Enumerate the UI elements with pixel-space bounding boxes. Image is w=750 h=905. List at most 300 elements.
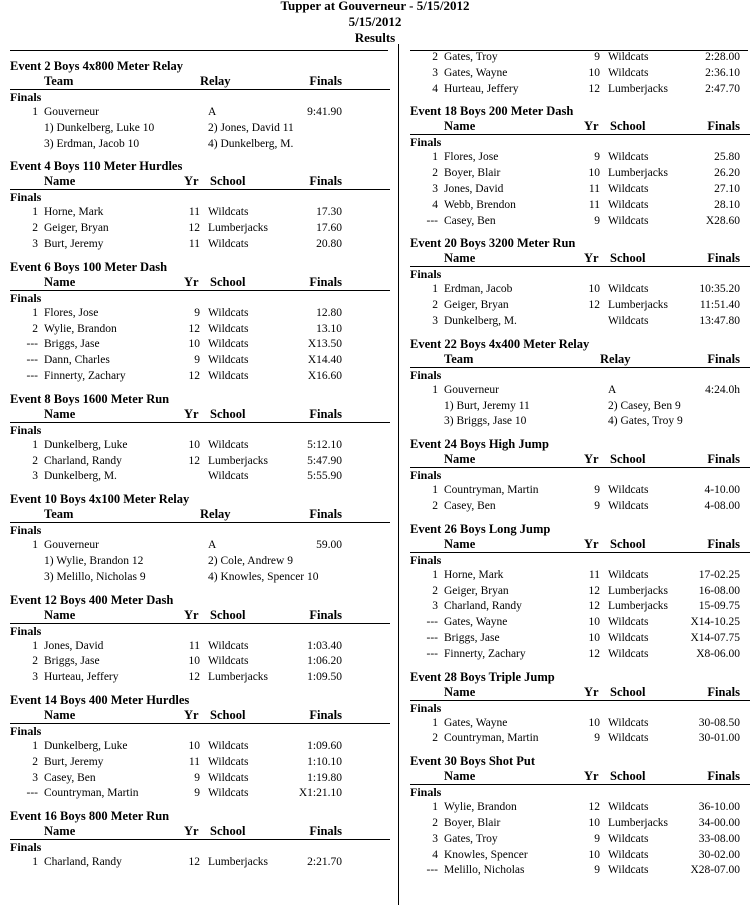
mark: X14-07.75 bbox=[690, 631, 740, 644]
year: 12 bbox=[188, 454, 200, 467]
place: --- bbox=[26, 354, 38, 367]
athlete-name: Countryman, Martin bbox=[44, 787, 139, 800]
event-continuation bbox=[410, 50, 750, 97]
year: 9 bbox=[594, 151, 600, 164]
column-header bbox=[410, 769, 750, 785]
mark: 30-08.50 bbox=[698, 716, 740, 729]
relay-member: 1) Burt, Jeremy 11 bbox=[444, 399, 530, 412]
place: 1 bbox=[432, 716, 438, 729]
result-row bbox=[410, 298, 750, 314]
header-yr: Yr bbox=[584, 119, 599, 134]
athlete-name: Gates, Troy bbox=[444, 832, 498, 845]
athlete-name: Briggs, Jase bbox=[444, 631, 500, 644]
mark: 4-08.00 bbox=[704, 499, 740, 512]
event-title: Event 20 Boys 3200 Meter Run bbox=[410, 236, 576, 251]
mark: 11:51.40 bbox=[699, 299, 740, 312]
mark: 1:03.40 bbox=[307, 639, 342, 652]
athlete-name: Briggs, Jase bbox=[44, 655, 100, 668]
school: Lumberjacks bbox=[608, 600, 669, 613]
event-title: Event 12 Boys 400 Meter Dash bbox=[10, 592, 174, 607]
column-header bbox=[10, 275, 390, 291]
right-column bbox=[410, 50, 750, 885]
athlete-name: Geiger, Bryan bbox=[44, 222, 109, 235]
mark: 1:10.10 bbox=[307, 755, 342, 768]
relay-letter: A bbox=[608, 383, 617, 396]
athlete-name: Countryman, Martin bbox=[444, 484, 539, 497]
place: 1 bbox=[32, 106, 38, 118]
relay-member: 3) Briggs, Jase 10 bbox=[444, 415, 527, 428]
place: 1 bbox=[432, 383, 438, 396]
year: 10 bbox=[588, 66, 600, 79]
place: 1 bbox=[32, 739, 38, 752]
school: Wildcats bbox=[208, 237, 249, 250]
mark: 5:47.90 bbox=[307, 454, 342, 467]
year: 11 bbox=[188, 206, 200, 219]
column-header bbox=[10, 74, 390, 90]
mark: 10:35.20 bbox=[699, 283, 740, 296]
header-finals: Finals bbox=[707, 119, 740, 134]
header-yr: Yr bbox=[584, 452, 599, 467]
result-row bbox=[10, 438, 390, 454]
result-row bbox=[410, 483, 750, 499]
result-row bbox=[10, 855, 390, 871]
year: 9 bbox=[594, 732, 600, 745]
mark: 2:47.70 bbox=[705, 82, 740, 95]
finals-label: Finals bbox=[10, 623, 42, 638]
year: 9 bbox=[594, 864, 600, 877]
school: Lumberjacks bbox=[608, 82, 669, 95]
school: Lumberjacks bbox=[608, 299, 669, 312]
year: 9 bbox=[194, 771, 200, 784]
relay-letter: A bbox=[208, 539, 217, 552]
athlete-name: Boyer, Blair bbox=[444, 816, 501, 829]
athlete-name: Horne, Mark bbox=[444, 568, 504, 581]
place: 1 bbox=[432, 568, 438, 581]
mark: 13.10 bbox=[316, 322, 342, 335]
place: 4 bbox=[432, 82, 438, 95]
mark: X1:21.10 bbox=[298, 787, 342, 800]
mark: 12.80 bbox=[316, 306, 342, 319]
relay-members bbox=[10, 137, 390, 153]
result-row bbox=[410, 848, 750, 864]
school: Wildcats bbox=[208, 306, 249, 319]
header-finals: Finals bbox=[309, 274, 342, 289]
meet-date: 5/15/2012 bbox=[348, 14, 402, 29]
header-relay: Relay bbox=[200, 74, 231, 88]
mark: X14-10.25 bbox=[690, 616, 740, 629]
result-row bbox=[410, 647, 750, 663]
relay-member: 1) Dunkelberg, Luke 10 bbox=[44, 121, 155, 134]
place: --- bbox=[426, 647, 438, 660]
mark: 27.10 bbox=[714, 182, 740, 195]
school: Wildcats bbox=[608, 214, 649, 227]
result-row bbox=[410, 150, 750, 166]
result-row bbox=[410, 198, 750, 214]
place: 2 bbox=[32, 755, 38, 768]
mark: 17.60 bbox=[316, 222, 342, 235]
event-block bbox=[10, 158, 390, 252]
header-team: Team bbox=[44, 507, 74, 522]
event-title: Event 16 Boys 800 Meter Run bbox=[10, 809, 170, 824]
header-finals: Finals bbox=[309, 607, 342, 622]
header-school: School bbox=[610, 684, 646, 699]
column-header bbox=[10, 507, 390, 523]
athlete-name: Dunkelberg, M. bbox=[444, 314, 517, 327]
header-name: Name bbox=[444, 536, 476, 551]
result-row bbox=[410, 50, 750, 66]
year: 12 bbox=[588, 299, 600, 312]
year: 9 bbox=[594, 832, 600, 845]
school: Wildcats bbox=[208, 771, 249, 784]
event-block bbox=[10, 808, 390, 871]
event-block bbox=[410, 669, 750, 748]
header-finals: Finals bbox=[707, 351, 740, 366]
athlete-name: Geiger, Bryan bbox=[444, 299, 509, 312]
school: Lumberjacks bbox=[608, 816, 669, 829]
athlete-name: Webb, Brendon bbox=[444, 198, 516, 211]
result-row bbox=[10, 322, 390, 338]
column-header bbox=[10, 824, 390, 840]
relay-member: 3) Melillo, Nicholas 9 bbox=[44, 570, 146, 583]
athlete-name: Finnerty, Zachary bbox=[44, 369, 126, 382]
event-title: Event 22 Boys 4x400 Meter Relay bbox=[410, 336, 590, 351]
athlete-name: Boyer, Blair bbox=[444, 167, 501, 180]
mark: X16.60 bbox=[307, 369, 342, 382]
school: Wildcats bbox=[608, 801, 649, 814]
header-team: Team bbox=[44, 74, 74, 88]
year: 9 bbox=[594, 51, 600, 63]
school: Wildcats bbox=[208, 755, 249, 768]
athlete-name: Casey, Ben bbox=[44, 771, 96, 784]
athlete-name: Briggs, Jase bbox=[44, 338, 100, 351]
event-block bbox=[10, 259, 390, 385]
header-yr: Yr bbox=[184, 824, 199, 839]
place: 2 bbox=[432, 167, 438, 180]
relay-members bbox=[10, 121, 390, 137]
place: --- bbox=[426, 631, 438, 644]
relay-member: 2) Cole, Andrew 9 bbox=[208, 554, 293, 567]
header-finals: Finals bbox=[707, 251, 740, 266]
mark: 4-10.00 bbox=[704, 484, 740, 497]
place: 1 bbox=[32, 306, 38, 319]
header-finals: Finals bbox=[309, 74, 342, 88]
column-header bbox=[410, 537, 750, 553]
place: 2 bbox=[432, 499, 438, 512]
mark: 2:28.00 bbox=[705, 51, 740, 63]
mark: 26.20 bbox=[714, 167, 740, 180]
place: 3 bbox=[432, 182, 438, 195]
athlete-name: Flores, Jose bbox=[44, 306, 99, 319]
year: 11 bbox=[588, 198, 600, 211]
place: 1 bbox=[432, 484, 438, 497]
school: Wildcats bbox=[608, 616, 649, 629]
year: 11 bbox=[188, 237, 200, 250]
event-block bbox=[10, 692, 390, 802]
header-yr: Yr bbox=[584, 684, 599, 699]
event-block bbox=[10, 391, 390, 485]
header-finals: Finals bbox=[707, 769, 740, 784]
relay-members bbox=[410, 399, 750, 415]
place: 1 bbox=[432, 801, 438, 814]
place: 3 bbox=[32, 671, 38, 684]
place: 1 bbox=[32, 639, 38, 652]
result-row bbox=[410, 816, 750, 832]
school: Wildcats bbox=[208, 322, 249, 335]
athlete-name: Hurteau, Jeffery bbox=[44, 671, 119, 684]
finals-label: Finals bbox=[410, 785, 442, 800]
header-finals: Finals bbox=[707, 684, 740, 699]
school: Wildcats bbox=[208, 206, 249, 219]
athlete-name: Wylie, Brandon bbox=[44, 322, 117, 335]
event-title: Event 10 Boys 4x100 Meter Relay bbox=[10, 492, 190, 507]
place: 2 bbox=[432, 584, 438, 597]
year: 12 bbox=[588, 584, 600, 597]
year: 10 bbox=[588, 816, 600, 829]
mark: 15-09.75 bbox=[698, 600, 740, 613]
school: Lumberjacks bbox=[608, 167, 669, 180]
result-row bbox=[410, 568, 750, 584]
relay-member: 1) Wylie, Brandon 12 bbox=[44, 554, 144, 567]
finals-label: Finals bbox=[10, 840, 42, 855]
event-title: Event 26 Boys Long Jump bbox=[410, 521, 551, 536]
mark: X8-06.00 bbox=[696, 647, 740, 660]
school: Wildcats bbox=[208, 354, 249, 367]
athlete-name: Charland, Randy bbox=[44, 454, 122, 467]
header-finals: Finals bbox=[309, 707, 342, 722]
school: Wildcats bbox=[208, 639, 249, 652]
event-title: Event 30 Boys Shot Put bbox=[410, 754, 536, 769]
header-name: Name bbox=[44, 406, 76, 421]
finals-label: Finals bbox=[410, 367, 442, 382]
finals-label: Finals bbox=[10, 190, 42, 205]
result-row bbox=[10, 786, 390, 802]
result-row bbox=[410, 716, 750, 732]
athlete-name: Gates, Wayne bbox=[444, 66, 508, 79]
finals-label: Finals bbox=[410, 135, 442, 150]
result-row bbox=[10, 469, 390, 485]
header-school: School bbox=[210, 707, 246, 722]
mark: 16-08.00 bbox=[698, 584, 740, 597]
event-block bbox=[10, 58, 390, 152]
event-title: Event 8 Boys 1600 Meter Run bbox=[10, 391, 170, 406]
athlete-name: Melillo, Nicholas bbox=[444, 864, 525, 877]
event-block bbox=[410, 521, 750, 663]
header-name: Name bbox=[444, 452, 476, 467]
school: Wildcats bbox=[608, 732, 649, 745]
event-title: Event 24 Boys High Jump bbox=[410, 437, 549, 452]
place: 3 bbox=[432, 314, 438, 327]
result-row bbox=[410, 66, 750, 82]
mark: X28.60 bbox=[705, 214, 740, 227]
mark: 1:09.60 bbox=[307, 739, 342, 752]
school: Wildcats bbox=[608, 66, 649, 79]
year: 12 bbox=[588, 600, 600, 613]
athlete-name: Dann, Charles bbox=[44, 354, 110, 367]
school: Wildcats bbox=[608, 283, 649, 296]
relay-member: 2) Casey, Ben 9 bbox=[608, 399, 681, 412]
school: Wildcats bbox=[608, 631, 649, 644]
year: 11 bbox=[188, 639, 200, 652]
header-yr: Yr bbox=[584, 769, 599, 784]
place: --- bbox=[26, 787, 38, 800]
mark: 33-08.00 bbox=[698, 832, 740, 845]
school: Wildcats bbox=[208, 438, 249, 451]
year: 9 bbox=[594, 484, 600, 497]
header-finals: Finals bbox=[707, 452, 740, 467]
mark: 28.10 bbox=[714, 198, 740, 211]
school: Wildcats bbox=[608, 484, 649, 497]
place: 2 bbox=[432, 299, 438, 312]
header-relay: Relay bbox=[200, 507, 231, 522]
finals-label: Finals bbox=[10, 723, 42, 738]
top-rule-left bbox=[10, 50, 388, 51]
year: 9 bbox=[594, 214, 600, 227]
place: 3 bbox=[432, 600, 438, 613]
mark: 5:55.90 bbox=[307, 470, 342, 483]
relay-member: 4) Dunkelberg, M. bbox=[208, 137, 294, 150]
result-row bbox=[10, 654, 390, 670]
header-name: Name bbox=[444, 769, 476, 784]
column-header bbox=[10, 608, 390, 624]
team-name: Gouverneur bbox=[444, 383, 499, 396]
mark: 2:21.70 bbox=[307, 856, 342, 869]
year: 10 bbox=[588, 716, 600, 729]
year: 12 bbox=[188, 222, 200, 235]
place: --- bbox=[426, 214, 438, 227]
event-block bbox=[410, 753, 750, 879]
header-name: Name bbox=[44, 607, 76, 622]
place: 2 bbox=[432, 51, 438, 63]
result-row bbox=[10, 353, 390, 369]
header-name: Name bbox=[444, 684, 476, 699]
athlete-name: Wylie, Brandon bbox=[444, 801, 517, 814]
header-school: School bbox=[610, 452, 646, 467]
mark: X28-07.00 bbox=[690, 864, 740, 877]
event-block bbox=[10, 491, 390, 585]
header-name: Name bbox=[44, 707, 76, 722]
header-school: School bbox=[210, 274, 246, 289]
header-yr: Yr bbox=[184, 274, 199, 289]
athlete-name: Dunkelberg, Luke bbox=[44, 438, 128, 451]
event-title: Event 28 Boys Triple Jump bbox=[410, 669, 555, 684]
finals-label: Finals bbox=[410, 552, 442, 567]
mark: 20.80 bbox=[316, 237, 342, 250]
mark: 17.30 bbox=[316, 206, 342, 219]
mark: 2:36.10 bbox=[705, 66, 740, 79]
header-school: School bbox=[210, 824, 246, 839]
result-row bbox=[410, 214, 750, 230]
mark: 17-02.25 bbox=[698, 568, 740, 581]
header-team: Team bbox=[444, 351, 474, 366]
column-header bbox=[10, 174, 390, 190]
header-yr: Yr bbox=[184, 707, 199, 722]
year: 12 bbox=[588, 801, 600, 814]
mark: 30-02.00 bbox=[698, 848, 740, 861]
relay-member: 4) Gates, Troy 9 bbox=[608, 415, 683, 428]
athlete-name: Jones, David bbox=[44, 639, 104, 652]
column-divider bbox=[398, 44, 399, 905]
header-school: School bbox=[610, 251, 646, 266]
header-name: Name bbox=[444, 251, 476, 266]
year: 10 bbox=[188, 438, 200, 451]
place: --- bbox=[426, 616, 438, 629]
header-relay: Relay bbox=[600, 351, 631, 366]
place: 3 bbox=[32, 771, 38, 784]
page-header bbox=[0, 0, 750, 46]
relay-members bbox=[410, 414, 750, 430]
year: 10 bbox=[188, 338, 200, 351]
relay-row bbox=[10, 105, 390, 121]
header-yr: Yr bbox=[584, 536, 599, 551]
athlete-name: Knowles, Spencer bbox=[444, 848, 528, 861]
year: 10 bbox=[588, 167, 600, 180]
mark: X14.40 bbox=[307, 354, 342, 367]
place: 3 bbox=[32, 237, 38, 250]
result-row bbox=[410, 631, 750, 647]
mark: 1:19.80 bbox=[307, 771, 342, 784]
athlete-name: Jones, David bbox=[444, 182, 504, 195]
result-row bbox=[410, 615, 750, 631]
school: Lumberjacks bbox=[608, 584, 669, 597]
place: 2 bbox=[432, 732, 438, 745]
school: Wildcats bbox=[208, 338, 249, 351]
year: 9 bbox=[194, 354, 200, 367]
school: Wildcats bbox=[208, 470, 249, 483]
event-block bbox=[410, 336, 750, 430]
place: 3 bbox=[432, 832, 438, 845]
mark: 1:09.50 bbox=[307, 671, 342, 684]
header-yr: Yr bbox=[584, 251, 599, 266]
header-school: School bbox=[610, 536, 646, 551]
place: 2 bbox=[432, 816, 438, 829]
result-row bbox=[10, 670, 390, 686]
year: 11 bbox=[188, 755, 200, 768]
column-header bbox=[410, 251, 750, 267]
finals-label: Finals bbox=[410, 468, 442, 483]
athlete-name: Dunkelberg, Luke bbox=[44, 739, 128, 752]
athlete-name: Charland, Randy bbox=[444, 600, 522, 613]
result-row bbox=[410, 499, 750, 515]
header-finals: Finals bbox=[707, 536, 740, 551]
column-header bbox=[10, 708, 390, 724]
finals-label: Finals bbox=[410, 267, 442, 282]
place: 3 bbox=[432, 66, 438, 79]
column-header bbox=[410, 685, 750, 701]
place: 1 bbox=[432, 283, 438, 296]
school: Wildcats bbox=[608, 864, 649, 877]
mark: 9:41.90 bbox=[307, 106, 342, 118]
relay-member: 3) Erdman, Jacob 10 bbox=[44, 137, 140, 150]
result-row bbox=[410, 282, 750, 298]
athlete-name: Flores, Jose bbox=[444, 151, 499, 164]
result-row bbox=[10, 739, 390, 755]
athlete-name: Horne, Mark bbox=[44, 206, 104, 219]
athlete-name: Geiger, Bryan bbox=[444, 584, 509, 597]
relay-row bbox=[410, 383, 750, 399]
mark: 59.00 bbox=[316, 539, 342, 552]
header-name: Name bbox=[44, 824, 76, 839]
place: 1 bbox=[32, 206, 38, 219]
result-row bbox=[410, 314, 750, 330]
event-block bbox=[410, 103, 750, 229]
mark: X13.50 bbox=[307, 338, 342, 351]
year: 11 bbox=[588, 182, 600, 195]
relay-members bbox=[10, 554, 390, 570]
place: 2 bbox=[32, 222, 38, 235]
result-row bbox=[410, 731, 750, 747]
year: 10 bbox=[588, 616, 600, 629]
event-block bbox=[10, 592, 390, 686]
